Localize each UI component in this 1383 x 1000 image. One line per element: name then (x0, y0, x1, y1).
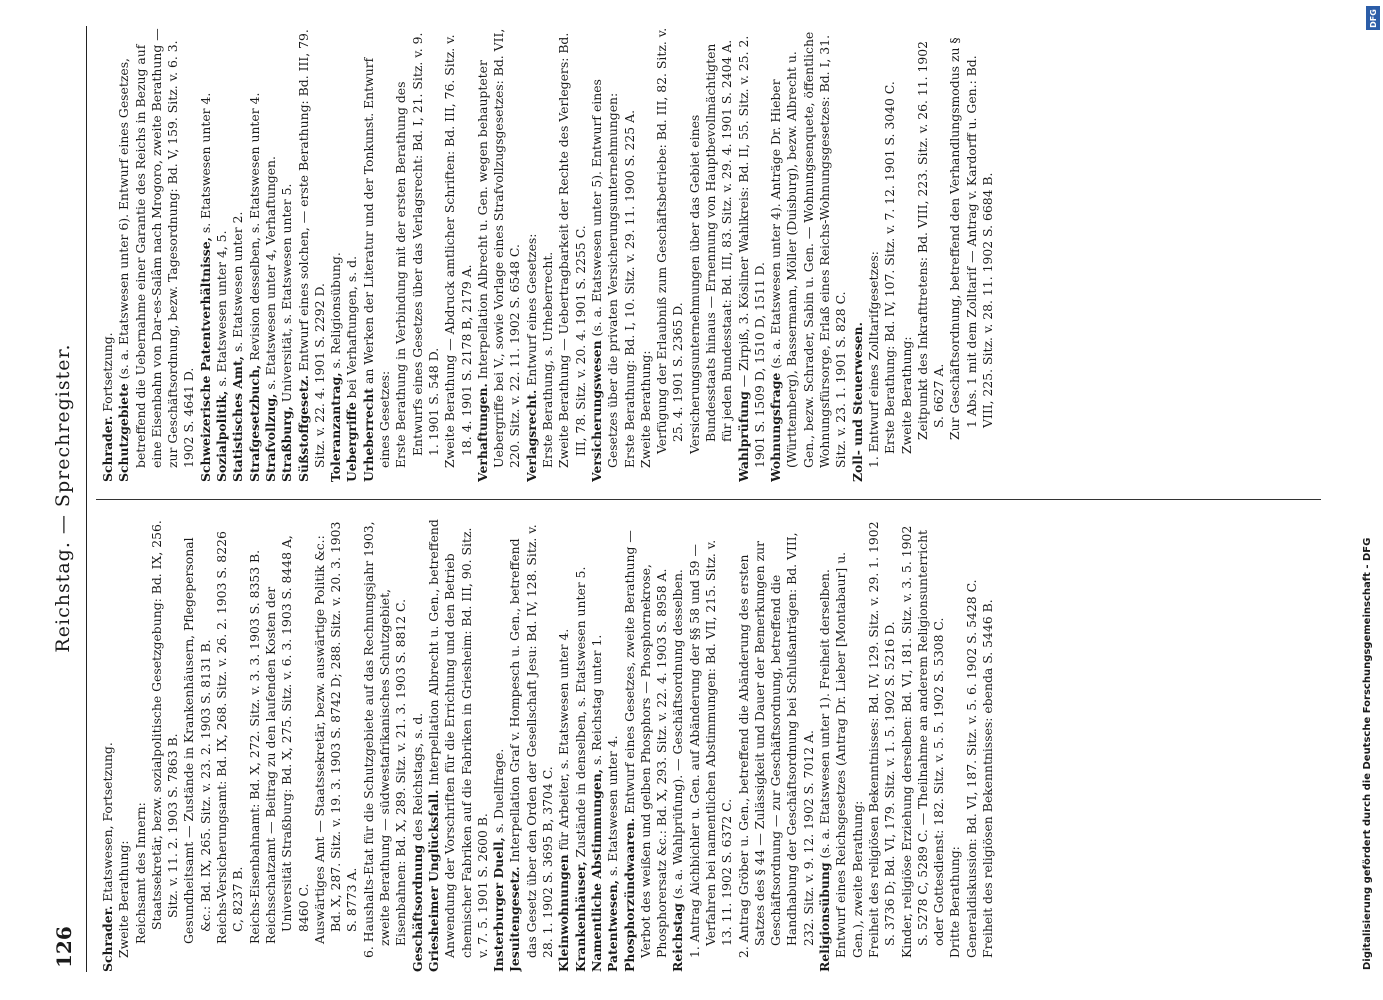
index-entry: Erste Berathung in Verbindung mit der ersten Berathung des Entwurfs eines Gesetzes über das Verlagsrecht: Bd. I, 21. Sitz. v. 9. 1. 1901 S. 548 D. (393, 32, 441, 468)
index-entry: Reichsschatzamt — Beitrag zu den laufenden Kosten der Universität Straßburg: Bd. X, 275. Sitz. v. 6. 3. 1903 S. 8448 A, 8460 C. (262, 535, 311, 944)
index-entry: Krankenhäuser, Zustände in denselben, s. Etatswesen unter 5. (572, 566, 588, 972)
index-entry: Schrader. Fortsetzung. (100, 332, 115, 482)
index-entry: Schweizerische Patentverhältnisse, s. Etatswesen unter 4. (197, 92, 213, 482)
index-entry: Reichsamt des Innern: (132, 802, 148, 944)
index-entry: 1. Antrag Aichbichler u. Gen. auf Abänderung der §§ 58 und 59 — Verfahren bei namentlichen Abstimmungen: Bd. VII, 215. Sitz. v. 13. 11. 1902 S. 6372 C. (686, 539, 735, 958)
index-entry: Zoll- und Steuerwesen. (849, 322, 865, 482)
index-entry: Jesuitengesetz. Interpellation Graf v. Hompesch u. Gen., betreffend das Gesetz über den Orden der Gesellschaft Jesu: Bd. IV, 128. Sitz. v. 28. 1. 1902 S. 3695 B, 3704 C. (507, 524, 556, 972)
index-entry: Strafgesetzbuch, Revision desselben, s. Etatswesen unter 4. (246, 92, 262, 482)
index-entry: Staatssekretär, bezw. sozialpolitische Gesetzgebung: Bd. IX, 256. Sitz. v. 11. 2. 1903 S. 7863 B. (148, 520, 181, 930)
index-entry: 6. Haushalts-Etat für die Schutzgebiete auf das Rechnungsjahr 1903, zweite Berathung — südwestafrikanisches Schutzgebiet, Eisenbahnen: Bd. X, 289. Sitz. v. 21. 3. 1903 S. 8812 C. (360, 521, 409, 958)
index-entry: Zweite Berathung: (898, 336, 914, 454)
index-entry: Reichs-Eisenbahnamt: Bd. X, 272. Sitz. v. 3. 3. 1903 S. 8353 B. (246, 549, 262, 944)
index-entry: Geschäftsordnung des Reichstags, s. d. (409, 712, 425, 972)
header-rule (86, 26, 87, 972)
index-entry: Versicherungswesen (s. a. Etatswesen unter 5). Entwurf eines Gesetzes über die privaten Versicherungsunternehmungen: (588, 79, 621, 482)
index-entry: Zweite Berathung — Abdruck amtlicher Schriften: Bd. III, 76. Sitz. v. 18. 4. 1901 S. 2178 B, 2179 A. (442, 34, 474, 468)
index-entry: Griesheimer Unglücksfall. Interpellation Albrecht u. Gen., betreffend Anwendung der Vorschriften für die Errichtung und den Betrieb chemischer Fabriken auf die Fabriken in Griesheim: Bd. III, 90. Sitz. v. 7. 5. 1901 S. 2600 B. (425, 519, 490, 972)
index-entry: Insterburger Duell, s. Duellfrage. (491, 748, 507, 972)
digitization-credit (1358, 30, 1380, 970)
index-entry: Kleinwohnungen für Arbeiter, s. Etatswesen unter 4. (556, 628, 572, 972)
index-entry: Schrader. Etatswesen, Fortsetzung. (100, 742, 115, 972)
index-entry: Verfügung der Erlaubniß zum Geschäftsbetriebe: Bd. III, 82. Sitz. v. 25. 4. 1901 S. 2365 D. (654, 27, 686, 454)
index-entry: Toleranzantrag, s. Religionsübung. (328, 252, 344, 482)
dfg-logo-icon: DFG (1366, 6, 1380, 30)
index-entry: 2. Antrag Gröber u. Gen., betreffend die Abänderung des ersten Satzes des § 44 — Zulässigkeit und Dauer der Bemerkungen zur Geschäftsordnung — zur Geschäftsordnung, betreffend die Handhabung der Geschäftsordnung bei Schlußanträgen: Bd. VIII, 232. Sitz. v. 9. 12. 1902 S. 7012 A. (735, 532, 816, 958)
index-entry: Patentwesen, s. Etatswesen unter 4. (605, 735, 621, 972)
index-entry: Urheberrecht an Werken der Literatur und der Tonkunst. Entwurf eines Gesetzes: (360, 57, 393, 482)
index-entry: Phosphorzündwaaren. Entwurf eines Gesetzes, zweite Berathung — Verbot des weißen und gelben Phosphors — Phosphornekrose, Phosphorersatz &c.: Bd. X, 293. Sitz. v. 22. 4. 1903 S. 8958 A. (621, 530, 670, 972)
index-entry: Verhaftungen. Interpellation Albrecht u. Gen. wegen behaupteter Uebergriffe bei V., sowie Vorlage eines Strafvollzugsgesetzes: Bd. VII, 220. Sitz. v. 22. 11. 1902 S. 6548 C. (474, 28, 523, 482)
index-entry: Freiheit des religiösen Bekenntnisses: Bd. IV, 129. Sitz. v. 29. 1. 1902 S. 3736 D; Bd. VI, 179. Sitz. v. 1. 5. 1902 S. 5216 D. (865, 521, 898, 958)
index-entry: Wahlprüfung — Zirpiß, 3. Kösliner Wahlkreis: Bd. II, 55. Sitz. v. 25. 2. 1901 S. 1509 D, 1510 D, 1511 D. (735, 35, 767, 482)
index-entry: Statistisches Amt, s. Etatswesen unter 2. (230, 211, 246, 482)
index-entry: Zweite Berathung: (637, 350, 653, 468)
running-title: Reichstag. — Sprechregister. (52, 343, 74, 653)
index-entry: Wohnungsfrage (s. a. Etatswesen unter 4). Anträge Dr. Hieber (Württemberg), Bassermann, Möller (Duisburg), bezw. Albrecht u. Gen., bezw. Schrader, Sabin u. Gen. — Wohnungsenquete, öffentliche Wohnungsfürsorge, Erlaß eines Reichs-Wohnungsgesetzes: Bd. I, 31. Sitz. v. 23. 1. 1901 S. 828 C. (768, 31, 849, 482)
right-column (100, 27, 1320, 482)
index-entry: Uebergriffe bei Verhaftungen, s. d. (344, 255, 360, 482)
index-entry: Sozialpolitik, s. Etatswesen unter 4, 5. (214, 230, 230, 482)
index-entry: Zweite Berathung: (116, 840, 132, 958)
index-entry: 1. Entwurf eines Zolltarifgesetzes: (865, 251, 881, 468)
left-column (100, 517, 1320, 972)
page-header (52, 28, 82, 968)
credit-text: Digitalisierung gefördert durch die Deutsche Forschungsgemeinschaft - DFG (1362, 537, 1373, 970)
index-entry: Religionsübung (s. a. Etatswesen unter 1). Freiheit derselben. Entwurf eines Reichsgesetzes (Antrag Dr. Lieber [Montabaur] u. Gen.), zweite Berathung: (817, 551, 865, 972)
index-entry: Reichstag (s. a. Wahlprüfung). — Geschäftsordnung desselben. (670, 569, 686, 972)
index-entry: Erste Berathung: Bd. I, 10. Sitz. v. 29. 11. 1900 S. 225 A. (621, 109, 637, 468)
index-entry: Verlagsrecht. Entwurf eines Gesetzes: (523, 233, 539, 482)
index-entry: Süßstoffgesetz. Entwurf eines solchen, — erste Berathung: Bd. III, 79. Sitz. v. 22. 4. 1901 S. 2292 D. (295, 29, 327, 482)
index-entry: Gesundheitsamt — Zustände in Krankenhäusern, Pflegepersonal &c.: Bd. IX, 265. Sitz. v. 23. 2. 1903 S. 8131 B. (181, 537, 213, 944)
page-number: 126 (52, 926, 76, 968)
index-entry: Generaldiskussion: Bd. VI, 187. Sitz. v. 5. 6. 1902 S. 5428 C. (963, 579, 979, 958)
index-entry: Versicherungsunternehmungen über das Gebiet eines Bundesstaats hinaus — Ernennung von Hauptbevollmächtigten für jeden Bundesstaat: Bd. III, 83. Sitz. v. 29. 4. 1901 S. 2404 A. (686, 39, 735, 454)
index-entry: Zeitpunkt des Inkrafttretens: Bd. VIII, 223. Sitz. v. 26. 11. 1902 S. 6627 A. (914, 40, 947, 440)
index-entry: Auswärtiges Amt — Staatssekretär, bezw. auswärtige Politik &c.: Bd. X, 287. Sitz. v. 19. 3. 1903 S. 8742 D; 288. Sitz. v. 20. 3. 1903 S. 8773 A. (311, 521, 360, 944)
index-entry: Zur Geschäftsordnung, betreffend den Verhandlungsmodus zu § 1 Abs. 1 mit dem Zolltarif — Antrag v. Kardorff u. Gen.: Bd. VIII, 225. Sitz. v. 28. 11. 1902 S. 6684 B. (947, 37, 996, 440)
index-entry: Freiheit des religiösen Bekenntnisses: ebenda S. 5446 B. (980, 599, 996, 958)
index-entry: Straßburg, Universität, s. Etatswesen unter 5. (279, 183, 295, 482)
column-divider (96, 499, 1321, 500)
index-entry: Reichs-Versicherungsamt: Bd. IX, 268. Sitz. v. 26. 2. 1903 S. 8226 C, 8237 B. (214, 531, 246, 944)
index-entry: Strafvollzug, s. Etatswesen unter 4, Verhaftungen. (262, 156, 278, 482)
index-entry: Schutzgebiete (s. a. Etatswesen unter 6). Entwurf eines Gesetzes, betreffend die Uebernahme einer Garantie des Reichs in Bezug auf eine Eisenbahn von Dar-es-Salâm nach Mrogoro, zweite Berathung — zur Geschäftsordnung, bezw. Tagesordnung: Bd. V, 159. Sitz. v. 6. 3. 1902 S. 4641 D. (116, 28, 197, 482)
index-entry: Dritte Berathung: (947, 846, 963, 958)
index-entry: Kinder, religiöse Erziehung derselben: Bd. VI, 181. Sitz. v. 3. 5. 1902 S. 5278 C, 5289 C. — Theilnahme an anderem Religionsunterricht oder Gottesdienst: 182. Sitz. v. 5. 5. 1902 S. 5308 C. (898, 525, 947, 958)
index-entry: Zweite Berathung — Uebertragbarkeit der Rechte des Verlegers: Bd. III, 78. Sitz. v. 20. 4. 1901 S. 2255 C. (556, 32, 588, 468)
index-entry: Erste Berathung: Bd. IV, 107. Sitz. v. 7. 12. 1901 S. 3040 C. (882, 81, 898, 454)
index-entry: Namentliche Abstimmungen, s. Reichstag unter 1. (588, 634, 604, 972)
index-entry: Erste Berathung, s. Urheberrecht. (540, 251, 556, 468)
